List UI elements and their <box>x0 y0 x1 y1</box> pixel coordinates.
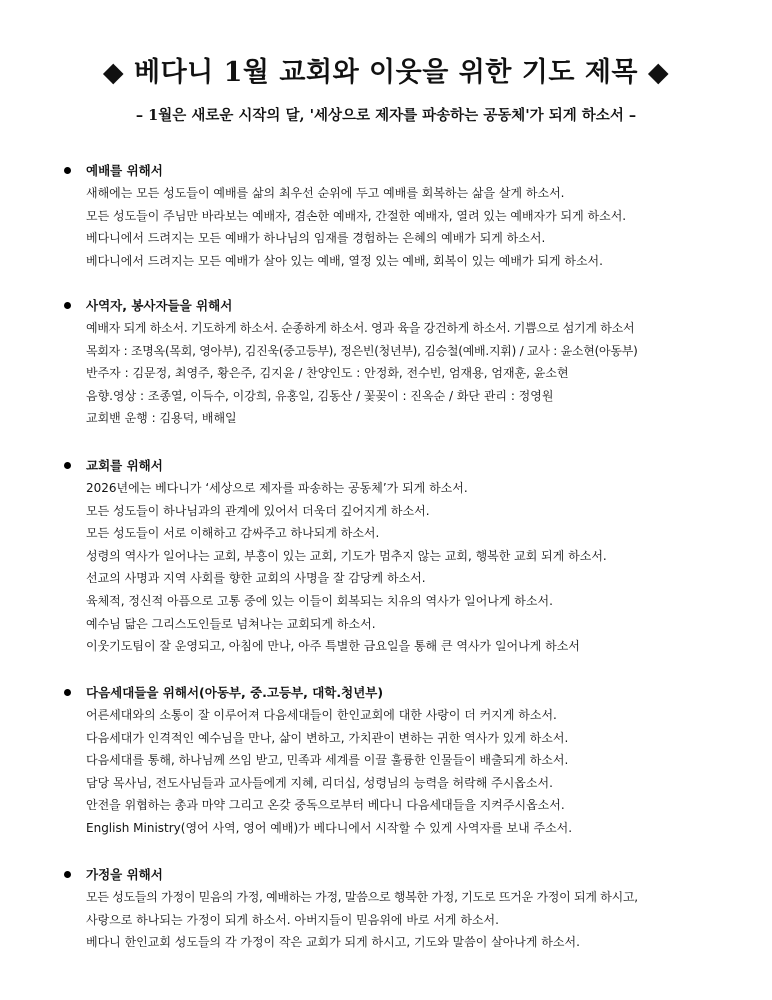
bullet-icon <box>64 689 71 696</box>
prayer-line: 성령의 역사가 일어나는 교회, 부흥이 있는 교회, 기도가 멈추지 않는 교회, 행복한 교회 되게 하소서. <box>86 548 607 563</box>
prayer-line: 음향.영상 : 조종열, 이득수, 이강희, 유홍일, 김동산 / 꽃꽂이 : 진옥순 / 화단 관리 : 정영원 <box>86 388 554 403</box>
bullet-icon <box>64 871 71 878</box>
section-heading <box>64 864 744 886</box>
prayer-line: 예배자 되게 하소서. 기도하게 하소서. 순종하게 하소서. 영과 육을 강건하게 하소서. 기쁨으로 섬기게 하소서 <box>86 321 635 335</box>
section-next-generation <box>64 682 744 840</box>
prayer-line: 다음세대가 인격적인 예수님을 만나, 삶이 변하고, 가치관이 변하는 귀한 역사가 있게 하소서. <box>86 730 569 745</box>
prayer-line: 다음세대를 통해, 하나님께 쓰임 받고, 민족과 세계를 이끌 훌륭한 인물들이 배출되게 하소서. <box>86 753 569 768</box>
document-subtitle: – 1월은 새로운 시작의 달, '세상으로 제자를 파송하는 공동체'가 되게 하소서 – <box>135 107 637 124</box>
prayer-line: 사랑으로 하나되는 가정이 되게 하소서. 아버지들이 믿음위에 바로 서게 하소서. <box>86 912 499 927</box>
prayer-line: English Ministry(영어 사역, 영어 예배)가 베다니에서 시작할 수 있게 사역자를 보내 주소서. <box>86 820 573 835</box>
prayer-line: 육체적, 정신적 아픔으로 고통 중에 있는 이들이 회복되는 치유의 역사가 일어나게 하소서. <box>86 593 553 608</box>
prayer-line: 이웃기도팀이 잘 운영되고, 아침에 만나, 아주 특별한 금요일을 통해 큰 역사가 일어나게 하소서 <box>86 639 580 654</box>
section-family <box>64 864 744 954</box>
prayer-line: 베다니에서 드려지는 모든 예배가 살아 있는 예배, 열정 있는 예배, 회복이 있는 예배가 되게 하소서. <box>86 253 603 268</box>
prayer-line: 모든 성도들이 하나님과의 관계에 있어서 더욱더 깊어지게 하소서. <box>86 503 430 518</box>
prayer-line: 2026년에는 베다니가 ‘세상으로 제자를 파송하는 공동체’가 되게 하소서. <box>86 481 468 495</box>
prayer-line: 반주자 : 김문정, 최영주, 황은주, 김지윤 / 찬양인도 : 안정화, 전수빈, 엄재용, 엄재훈, 윤소현 <box>86 366 569 381</box>
prayer-line: 모든 성도들이 서로 이해하고 감싸주고 하나되게 하소서. <box>86 526 380 541</box>
document-title: ◆ 베다니 1월 교회와 이웃을 위한 기도 제목 ◆ <box>102 57 670 88</box>
prayer-line: 새해에는 모든 성도들이 예배를 삶의 최우선 순위에 두고 예배를 회복하는 삶을 살게 하소서. <box>86 186 565 200</box>
section-heading <box>64 160 744 182</box>
section-heading-text: 예배를 위해서 <box>86 163 163 178</box>
bullet-icon <box>64 462 71 469</box>
section-heading <box>64 682 744 704</box>
prayer-line: 교회밴 운행 : 김용덕, 배해일 <box>86 411 237 426</box>
section-heading-text: 사역자, 봉사자들을 위해서 <box>86 298 233 313</box>
prayer-line: 예수님 닮은 그리스도인들로 넘쳐나는 교회되게 하소서. <box>86 616 376 631</box>
prayer-line: 모든 성도들의 가정이 믿음의 가정, 예배하는 가정, 말씀으로 행복한 가정, 기도로 뜨거운 가정이 되게 하시고, <box>86 890 638 904</box>
section-worship <box>64 160 744 272</box>
prayer-line: 안전을 위협하는 총과 마약 그리고 온갖 중독으로부터 베다니 다음세대들을 지켜주시옵소서. <box>86 798 565 813</box>
prayer-line: 베다니 한인교회 성도들의 각 가정이 작은 교회가 되게 하시고, 기도와 말씀이 살아나게 하소서. <box>86 935 580 950</box>
section-heading-text: 교회를 위해서 <box>86 458 163 473</box>
section-church <box>64 455 744 658</box>
prayer-line: 베다니에서 드려지는 모든 예배가 하나님의 임재를 경험하는 은혜의 예배가 되게 하소서. <box>86 231 546 246</box>
section-heading-text: 다음세대들을 위해서(아동부, 중.고등부, 대학.청년부) <box>86 685 384 700</box>
section-ministers <box>64 295 744 430</box>
bullet-icon <box>64 167 71 174</box>
prayer-line: 목회자 : 조명옥(목회, 영아부), 김진욱(중고등부), 정은빈(청년부), 김승철(예배.지휘) / 교사 : 윤소현(아동부) <box>86 343 638 358</box>
prayer-line: 담당 목사님, 전도사님들과 교사들에게 지혜, 리더십, 성령님의 능력을 허락해 주시옵소서. <box>86 775 553 790</box>
prayer-line: 모든 성도들이 주님만 바라보는 예배자, 겸손한 예배자, 간절한 예배자, 열려 있는 예배자가 되게 하소서. <box>86 208 627 223</box>
prayer-line: 어른세대와의 소통이 잘 이루어져 다음세대들이 한인교회에 대한 사랑이 더 커지게 하소서. <box>86 708 557 722</box>
section-heading-text: 가정을 위해서 <box>86 867 163 882</box>
section-heading <box>64 455 744 477</box>
section-heading <box>64 295 744 317</box>
prayer-line: 선교의 사명과 지역 사회를 향한 교회의 사명을 잘 감당케 하소서. <box>86 571 426 586</box>
bullet-icon <box>64 302 71 309</box>
